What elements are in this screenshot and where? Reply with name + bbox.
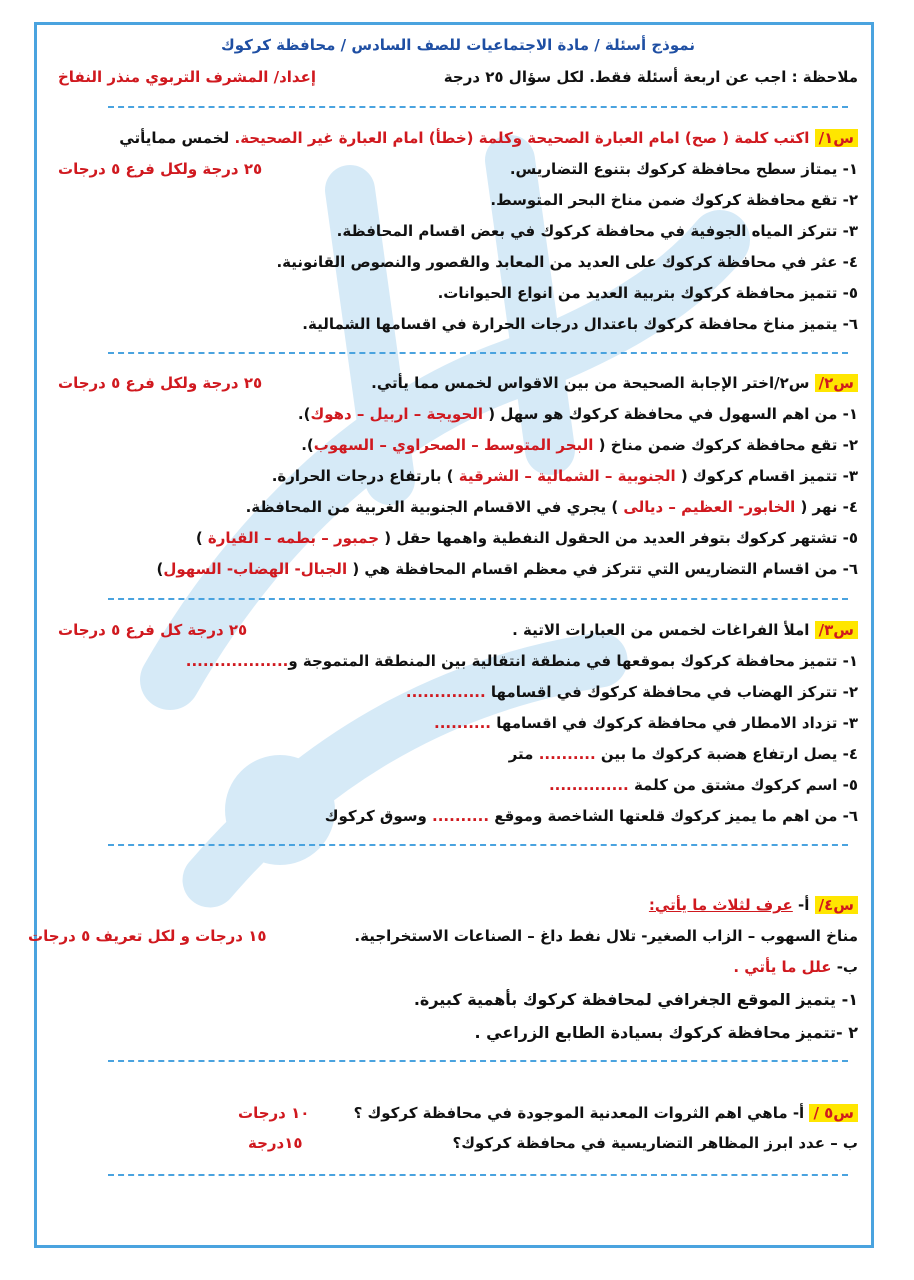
divider [108, 1060, 848, 1062]
q2-item-options: الحويجة – اربيل – دهوك [310, 405, 484, 423]
q4-number: س٤/ [815, 896, 858, 914]
q2-item-text: ٢- تقع محافظة كركوك ضمن مناخ ( [593, 436, 858, 454]
q2-header [58, 368, 858, 398]
q3-item-5 [58, 770, 858, 800]
q1-item [58, 154, 858, 184]
q3-blank: .............. [405, 683, 486, 701]
q1-item-6: ٦- يتميز مناخ محافظة كركوك باعتدال درجات الحرارة في اقسامها الشمالية. [302, 315, 858, 333]
q3-blank: .......... [538, 745, 596, 763]
q2-item-5 [58, 523, 858, 553]
q2-item-text: ٦- من اقسام التضاريس التي تتركز في معظم اقسام المحافظة هي ( [347, 560, 858, 578]
q5-part-b-score: ١٥درجة [248, 1134, 303, 1152]
q3-item-text: ٤- يصل ارتفاع هضبة كركوك ما بين [595, 745, 858, 763]
q3-item-end: وسوق كركوك [324, 807, 433, 825]
exam-title: نموذج أسئلة / مادة الاجتماعيات للصف السادس / محافظة كركوك [221, 36, 695, 54]
q2-item-3 [58, 461, 858, 491]
q4-terms-row [28, 921, 858, 951]
q5-row-a [58, 1098, 858, 1128]
q4-part-b-label: ب- [836, 958, 858, 976]
q4-item-1: ١- يتميز الموقع الجغرافي لمحافظة كركوك بأهمية كبيرة. [413, 990, 858, 1009]
q3-item-text: ٥- اسم كركوك مشتق من كلمة [628, 776, 858, 794]
q3-blank: .......... [434, 714, 491, 732]
q4-part-b-row [58, 952, 858, 982]
q4-score: ١٥ درجات و لكل تعريف ٥ درجات [28, 927, 267, 945]
q2-item-4 [58, 492, 858, 522]
q2-item-end: ) بارتفاع درجات الحرارة. [271, 467, 459, 485]
q2-item-end: ) يجري في الاقسام الجنوبية الغربية من المحافظة. [245, 498, 624, 516]
divider [108, 352, 848, 354]
q2-item-2 [58, 430, 858, 460]
q1-item-2: ٢- تقع محافظة كركوك ضمن مناخ البحر المتوسط. [490, 191, 858, 209]
q2-item-1 [58, 399, 858, 429]
q2-item-text: ١- من اهم السهول في محافظة كركوك هو سهل ( [483, 405, 858, 423]
q1-score: ٢٥ درجة ولكل فرع ٥ درجات [58, 160, 263, 178]
q2-item-options: الخابور- العظيم – ديالى [623, 498, 796, 516]
q3-item-1 [58, 646, 858, 676]
q2-item-options: جمبور – بطمه – القيارة [207, 529, 380, 547]
divider [108, 844, 848, 846]
q1-number: س١/ [815, 129, 858, 147]
divider [108, 598, 848, 600]
q1-item-5: ٥- تتميز محافظة كركوك بتربية العديد من انواع الحيوانات. [437, 284, 858, 302]
q3-blank: .................. [185, 652, 289, 670]
divider [108, 1174, 848, 1176]
q5-row-b [58, 1128, 858, 1158]
q4-item-2: ٢ -تتميز محافظة كركوك بسيادة الطابع الزراعي . [474, 1023, 858, 1042]
q1-header [58, 123, 858, 153]
q2-item-end: ) [156, 560, 164, 578]
q2-score: ٢٥ درجة ولكل فرع ٥ درجات [58, 374, 263, 392]
q2-instruction: س٢/اختر الإجابة الصحيحة من بين الاقواس لخمس مما يأتي. [371, 374, 810, 392]
q2-item-text: ٤- نهر ( [795, 498, 858, 516]
q3-item-text: ٢- تتركز الهضاب في محافظة كركوك في اقسامها [485, 683, 858, 701]
q1-item-4: ٤- عثر في محافظة كركوك على العديد من المعابد والقصور والنصوص القانونية. [276, 253, 858, 271]
exam-author: إعداد/ المشرف التربوي منذر النفاخ [58, 68, 316, 86]
q3-blank: .............. [548, 776, 629, 794]
q4-part-a-label: أ- [798, 896, 810, 914]
q3-header [58, 615, 858, 645]
q2-item-text: ٥- تشتهر كركوك بتوفر العديد من الحقول النفطية واهمها حقل ( [379, 529, 858, 547]
q1-item-3: ٣- تتركز المياه الجوفية في محافظة كركوك في بعض اقسام المحافظة. [336, 222, 858, 240]
q3-item-text: ٦- من اهم ما يميز كركوك قلعتها الشاخصة وموقع [489, 807, 858, 825]
q3-blank: .......... [432, 807, 490, 825]
q5-part-a-score: ١٠ درجات [238, 1104, 310, 1122]
q5-part-b: ب – عدد ابرز المظاهر التضاريسية في محافظة كركوك؟ [452, 1134, 858, 1152]
q3-item-4 [58, 739, 858, 769]
q2-item-6 [58, 554, 858, 584]
q3-item-text: ١- تتميز محافظة كركوك بموقعها في منطقة انتقالية بين المنطقة المتموجة و [288, 652, 858, 670]
q4-terms: مناخ السهوب – الزاب الصغير- تلال نفط داغ – الصناعات الاستخراجية. [354, 927, 858, 945]
q4-part-a: عرف لثلاث ما يأتي: [648, 896, 793, 914]
q5-part-a: أ- ماهي اهم الثروات المعدنية الموجودة في محافظة كركوك ؟ [353, 1104, 805, 1122]
q2-item-end: ) [195, 529, 208, 547]
exam-note-row [58, 62, 858, 92]
q2-item-options: الجبال- الهضاب- السهول [163, 560, 348, 578]
q3-score: ٢٥ درجة كل فرع ٥ درجات [58, 621, 248, 639]
q2-item-end: ). [301, 436, 314, 454]
q4-part-b: علل ما يأتي . [733, 958, 832, 976]
q3-item-6 [58, 801, 858, 831]
q3-item-2 [58, 677, 858, 707]
q3-number: س٣/ [815, 621, 858, 639]
q3-item-end: متر [508, 745, 539, 763]
q2-item-text: ٣- تتميز اقسام كركوك ( [675, 467, 858, 485]
q1-item-1: ١- يمتاز سطح محافظة كركوك بتنوع التضاريس. [509, 160, 858, 178]
q2-item-options: الجنوبية – الشمالية – الشرقية [458, 467, 676, 485]
q3-item-3 [58, 708, 858, 738]
q2-item-options: البحر المتوسط – الصحراوي – السهوب [313, 436, 594, 454]
q5-number: س٥ / [809, 1104, 858, 1122]
q2-item-end: ). [297, 405, 311, 423]
divider [108, 106, 848, 108]
q4-header [58, 890, 858, 920]
q2-number: س٢/ [815, 374, 858, 392]
q3-item-text: ٣- تزداد الامطار في محافظة كركوك في اقسامها [490, 714, 858, 732]
q1-instruction-tail: لخمس ممايأتي [119, 129, 230, 147]
q3-instruction: املأ الفراغات لخمس من العبارات الاتية . [512, 621, 810, 639]
exam-note: ملاحظة : اجب عن اربعة أسئلة فقط. لكل سؤال ٢٥ درجة [443, 68, 858, 86]
q1-instruction: اكتب كلمة ( صح) امام العبارة الصحيحة وكلمة (خطأ) امام العبارة غير الصحيحة. [234, 129, 810, 147]
